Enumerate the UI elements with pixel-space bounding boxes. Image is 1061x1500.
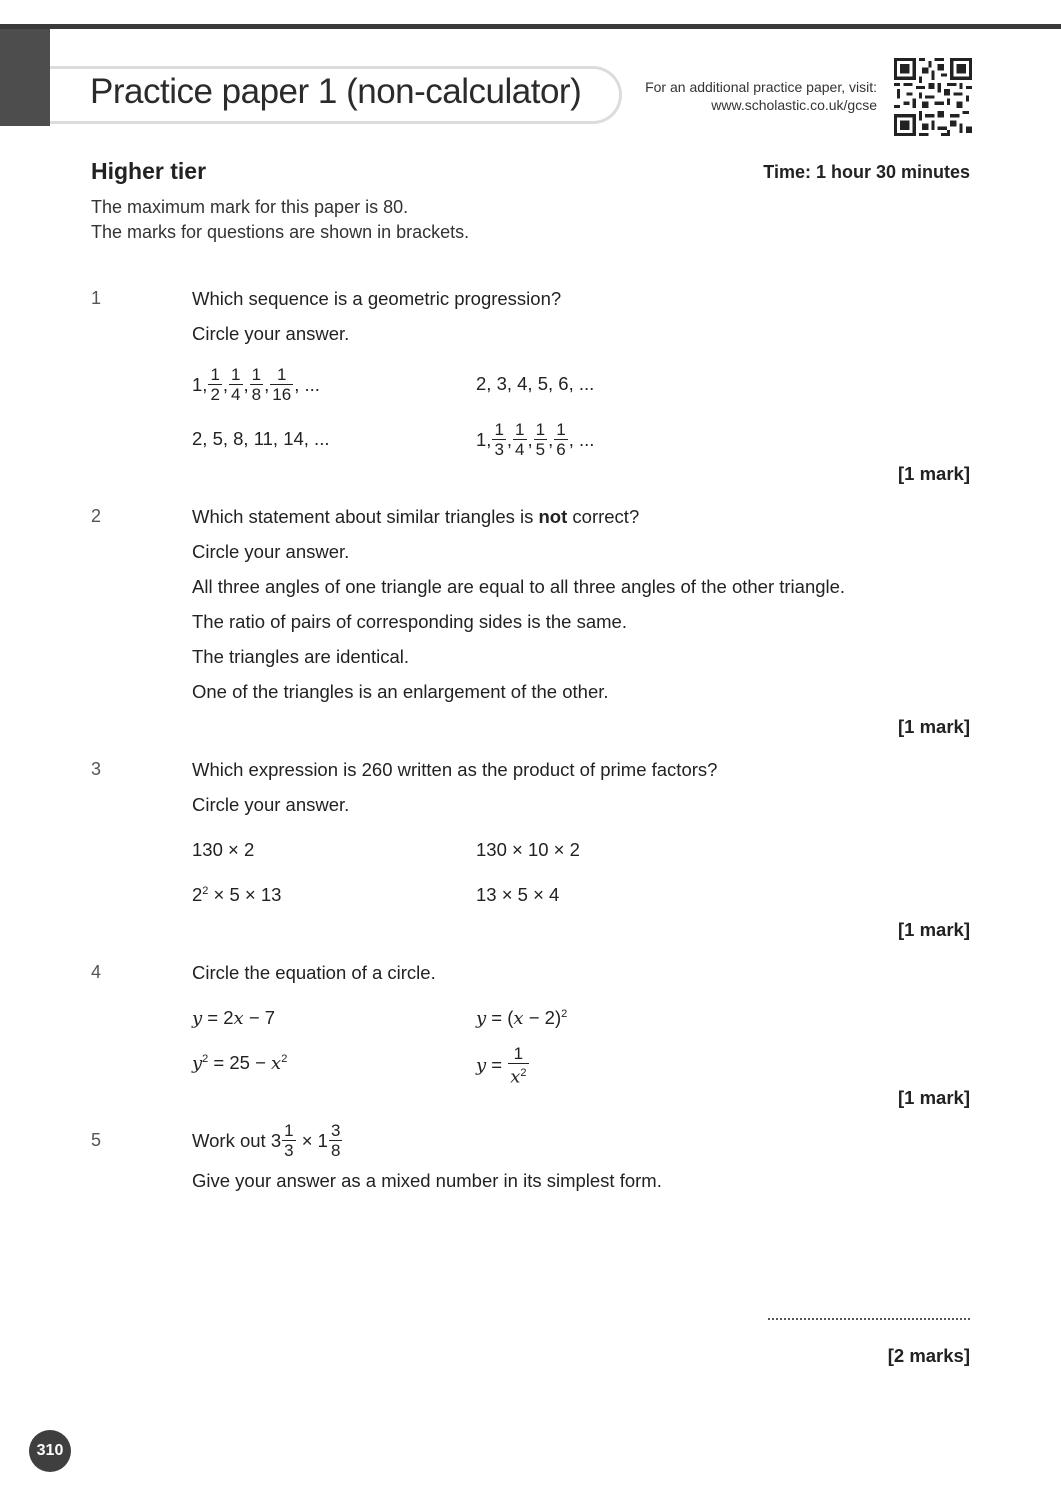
q2-option-4[interactable]: One of the triangles is an enlargement of the other. bbox=[192, 681, 609, 702]
q4c-y: y bbox=[192, 1053, 203, 1074]
q1a-frac-1 bbox=[208, 365, 221, 404]
q1d-frac-1 bbox=[492, 420, 505, 459]
q3-option-b[interactable]: 130 × 10 × 2 bbox=[476, 839, 580, 860]
q1d-frac-4 bbox=[554, 420, 567, 459]
q3-option-d[interactable]: 13 × 5 × 4 bbox=[476, 884, 560, 905]
q4b-exponent: 2 bbox=[561, 1007, 568, 1020]
q1-option-d-tail: , ... bbox=[568, 428, 595, 450]
question-3-marks: [1 mark] bbox=[898, 919, 970, 940]
question-4-number: 4 bbox=[91, 962, 102, 982]
q1a-frac-3 bbox=[250, 365, 263, 404]
q4a-end: − 7 bbox=[243, 1007, 276, 1028]
question-5-instruction: Give your answer as a mixed number in its simplest form. bbox=[192, 1170, 662, 1191]
question-5-text bbox=[192, 1121, 343, 1160]
q1d-frac-4-num: 1 bbox=[556, 420, 566, 439]
q4d-y: y bbox=[476, 1054, 487, 1076]
q1d-frac-3-den: 5 bbox=[535, 440, 546, 459]
q1a-frac-4 bbox=[270, 365, 293, 404]
q1a-frac-4-num: 1 bbox=[270, 365, 293, 385]
q4-option-b[interactable] bbox=[476, 1007, 567, 1029]
q5-frac-2 bbox=[329, 1121, 342, 1160]
q1a-frac-2-den: 4 bbox=[231, 385, 241, 404]
q1d-frac-1-num: 1 bbox=[494, 420, 504, 439]
q4-option-a[interactable] bbox=[192, 1007, 275, 1029]
q1-option-a-tail: , ... bbox=[294, 373, 320, 395]
top-rule bbox=[0, 24, 1061, 29]
q1a-frac-4-den: 16 bbox=[272, 385, 292, 404]
q4b-y: y bbox=[476, 1008, 487, 1029]
q5-lead: Work out 3 bbox=[192, 1129, 282, 1151]
q4c-exponent-1: 2 bbox=[202, 1052, 209, 1065]
answer-line[interactable] bbox=[768, 1318, 970, 1320]
q3c-rest: × 5 × 13 bbox=[208, 884, 282, 905]
q4d-num: 1 bbox=[508, 1044, 528, 1064]
q4b-x: x bbox=[513, 1008, 524, 1029]
question-3-number: 3 bbox=[91, 759, 102, 779]
q1d-frac-2 bbox=[513, 420, 526, 459]
q2-option-2[interactable]: The ratio of pairs of corresponding sides is the same. bbox=[192, 611, 627, 632]
additional-paper-note bbox=[645, 78, 877, 114]
q2-text-bold: not bbox=[538, 506, 568, 527]
header-side-block bbox=[0, 29, 50, 126]
page-title: Practice paper 1 (non-calculator) bbox=[90, 72, 582, 111]
q1d-frac-4-den: 6 bbox=[556, 440, 566, 459]
q1d-frac-3-num: 1 bbox=[535, 420, 546, 439]
q1a-frac-2 bbox=[229, 365, 242, 404]
q2-option-3[interactable]: The triangles are identical. bbox=[192, 646, 409, 667]
question-1-number: 1 bbox=[91, 288, 102, 308]
q4d-eq: = bbox=[486, 1054, 508, 1076]
question-1-marks: [1 mark] bbox=[898, 463, 970, 484]
q4d-den bbox=[508, 1064, 528, 1087]
q2-text-b: correct? bbox=[567, 506, 640, 527]
q1a-frac-3-den: 8 bbox=[251, 385, 262, 404]
q1-option-c[interactable]: 2, 5, 8, 11, 14, ... bbox=[192, 428, 330, 449]
question-4-marks: [1 mark] bbox=[898, 1087, 970, 1108]
q1a-frac-2-num: 1 bbox=[231, 365, 241, 384]
q3c-exponent: 2 bbox=[202, 884, 209, 897]
q4a-mid: = 2 bbox=[202, 1007, 234, 1028]
question-5-number: 5 bbox=[91, 1130, 102, 1150]
q1-option-a[interactable]: 1, $\frac{1}{2}$ , $\frac{1}{4}$ , $\frac{1}{8}$ , $\frac{1}{16}$ , ... bbox=[192, 365, 320, 404]
q1d-frac-2-num: 1 bbox=[515, 420, 525, 439]
q1a-frac-1-den: 2 bbox=[210, 385, 220, 404]
q3c-base: 2 bbox=[192, 884, 203, 905]
intro-marks-note: The marks for questions are shown in brackets. bbox=[91, 222, 470, 242]
q2-text-a: Which statement about similar triangles is bbox=[192, 506, 539, 527]
time-allowed: Time: 1 hour 30 minutes bbox=[763, 162, 970, 182]
q5-frac-1-num: 1 bbox=[284, 1121, 294, 1140]
q5-frac-1 bbox=[282, 1121, 295, 1160]
q1-option-a-lead: 1, bbox=[192, 373, 208, 395]
q4d-fraction bbox=[508, 1044, 528, 1087]
q4a-x: x bbox=[233, 1008, 244, 1029]
q4-option-c[interactable] bbox=[192, 1052, 287, 1074]
q3-option-c[interactable] bbox=[192, 884, 281, 906]
q5-times: × 1 bbox=[296, 1129, 328, 1151]
q5-frac-2-den: 8 bbox=[330, 1141, 341, 1160]
question-4-text: Circle the equation of a circle. bbox=[192, 962, 436, 983]
question-2-marks: [1 mark] bbox=[898, 716, 970, 737]
page-number-badge: 310 bbox=[29, 1430, 71, 1472]
q1d-frac-1-den: 3 bbox=[494, 440, 504, 459]
question-2-number: 2 bbox=[91, 506, 102, 526]
question-2-text bbox=[192, 506, 639, 528]
q1a-frac-1-num: 1 bbox=[210, 365, 220, 384]
q1d-frac-3 bbox=[534, 420, 547, 459]
additional-note-line1: For an additional practice paper, visit: bbox=[645, 79, 877, 95]
question-3-instruction: Circle your answer. bbox=[192, 794, 350, 815]
question-1-instruction: Circle your answer. bbox=[192, 323, 350, 344]
q4d-den-exp: 2 bbox=[520, 1067, 527, 1079]
q4b-end: − 2) bbox=[523, 1007, 562, 1028]
q1-option-d-lead: 1, bbox=[476, 428, 492, 450]
q1-option-d[interactable]: 1, $\frac{1}{3}$ , $\frac{1}{4}$ , $\frac{1}{5}$ , $\frac{1}{6}$ , ... bbox=[476, 420, 595, 459]
intro-max-mark: The maximum mark for this paper is 80. bbox=[91, 197, 409, 217]
question-3-text: Which expression is 260 written as the product of prime factors? bbox=[192, 759, 718, 780]
question-5-marks: [2 marks] bbox=[887, 1345, 970, 1366]
q4d-den-x: x bbox=[510, 1066, 521, 1088]
q4c-mid: = 25 − bbox=[208, 1052, 272, 1073]
q2-option-1[interactable]: All three angles of one triangle are equal to all three angles of the other triangle. bbox=[192, 576, 846, 597]
q4b-mid: = ( bbox=[486, 1007, 514, 1028]
tier-heading: Higher tier bbox=[91, 158, 207, 184]
q1a-frac-3-num: 1 bbox=[251, 365, 262, 384]
q5-frac-2-num: 3 bbox=[330, 1121, 341, 1140]
q4-option-d[interactable] bbox=[476, 1044, 530, 1087]
q1-option-b[interactable]: 2, 3, 4, 5, 6, ... bbox=[476, 373, 595, 394]
q4c-exponent-2: 2 bbox=[281, 1052, 288, 1065]
question-2-instruction: Circle your answer. bbox=[192, 541, 350, 562]
question-1-text: Which sequence is a geometric progression? bbox=[192, 288, 562, 309]
additional-note-link[interactable]: www.scholastic.co.uk/gcse bbox=[711, 97, 877, 113]
q3-option-a[interactable]: 130 × 2 bbox=[192, 839, 255, 860]
qr-code-icon[interactable] bbox=[894, 58, 972, 136]
q4a-y: y bbox=[192, 1008, 203, 1029]
q4c-x: x bbox=[271, 1053, 282, 1074]
q1d-frac-2-den: 4 bbox=[515, 440, 525, 459]
q5-frac-1-den: 3 bbox=[284, 1141, 294, 1160]
